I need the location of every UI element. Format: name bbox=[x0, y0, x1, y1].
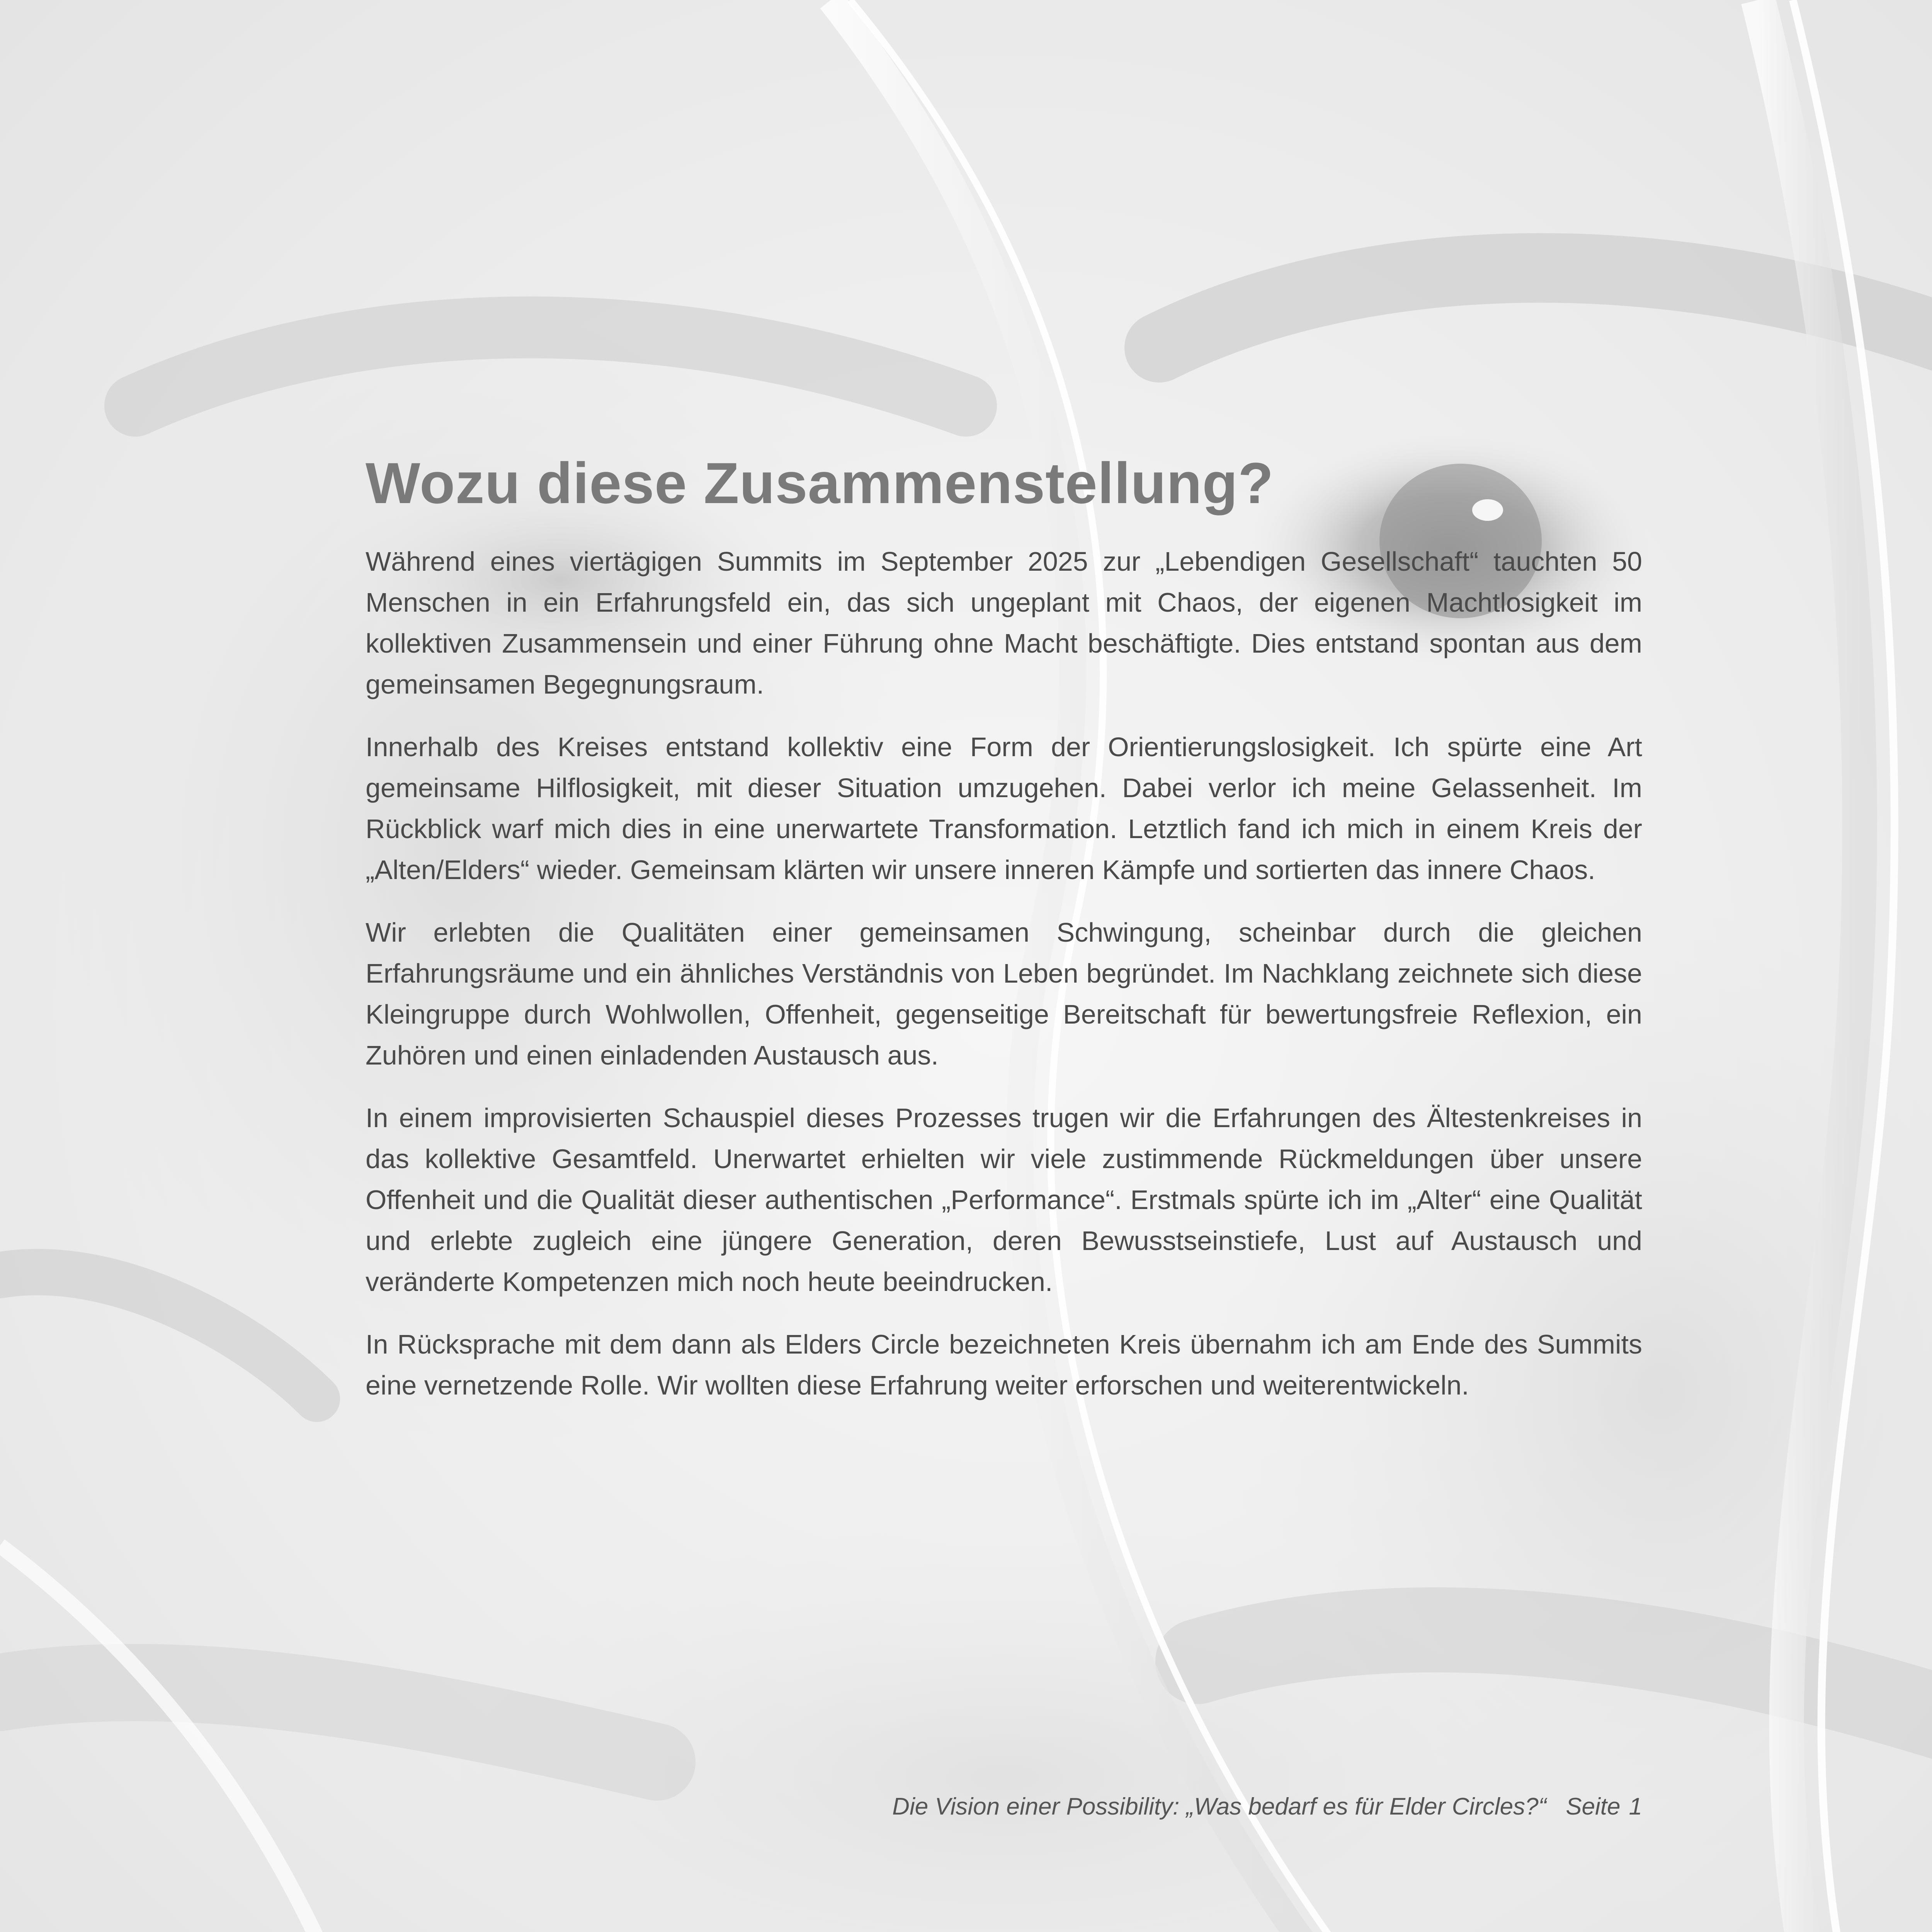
paragraph-4: In einem improvisierten Schauspiel dieses Prozesses trugen wir die Erfahrungen des Ältestenkreises in das kollektive Gesamtfeld. Unerwartet erhielten wir viele zustimmende Rückmeldungen über unsere Offenheit und die Qualität dieser authentischen „Performance“. Erstmals spürte ich im „Alter“ eine Qualität und erlebte zugleich eine jüngere Generation, deren Bewusstseinstiefe, Lust auf Austausch und veränderte Kompetenzen mich noch heute beeindrucken. bbox=[366, 1103, 1642, 1297]
paragraph-1: Während eines viertägigen Summits im September 2025 zur „Lebendigen Gesellschaft“ tauchten 50 Menschen in ein Erfahrungsfeld ein, das sich ungeplant mit Chaos, der eigenen Machtlosigkeit im kollektiven Zusammensein und einer Führung ohne Macht beschäftigte. Dies entstand spontan aus dem gemeinsamen Begegnungsraum. bbox=[366, 546, 1642, 699]
footer-page-label: Seite bbox=[1566, 1793, 1621, 1820]
paragraph-5: In Rücksprache mit dem dann als Elders Circle bezeichneten Kreis übernahm ich am Ende des Summits eine vernetzende Rolle. Wir wollten diese Erfahrung weiter erforschen und weiterentwickeln. bbox=[366, 1329, 1642, 1400]
paragraph-2: Innerhalb des Kreises entstand kollektiv eine Form der Orientierungslosigkeit. Ich spürte eine Art gemeinsame Hilflosigkeit, mit dieser Situation umzugehen. Dabei verlor ich meine Gelassenheit. Im Rückblick warf mich dies in eine unerwartete Transformation. Letztlich fand ich mich in einem Kreis der „Alten/Elders“ wieder. Gemeinsam klärten wir unsere inneren Kämpfe und sortierten das innere Chaos. bbox=[366, 732, 1642, 885]
paragraph-3: Wir erlebten die Qualitäten einer gemeinsamen Schwingung, scheinbar durch die gleichen Erfahrungsräume und ein ähnliches Verständnis von Leben begründet. Im Nachklang zeichnete sich diese Kleingruppe durch Wohlwollen, Offenheit, gegenseitige Bereitschaft für bewertungsfreie Reflexion, ein Zuhören und einen einladenden Austausch aus. bbox=[366, 917, 1642, 1070]
page-footer bbox=[892, 1793, 1642, 1820]
document-content bbox=[366, 448, 1642, 1427]
footer-document-title: Die Vision einer Possibility: „Was bedarf es für Elder Circles?“ bbox=[892, 1793, 1547, 1820]
page-title: Wozu diese Zusammenstellung? bbox=[366, 451, 1274, 515]
page-number: 1 bbox=[1629, 1793, 1642, 1820]
